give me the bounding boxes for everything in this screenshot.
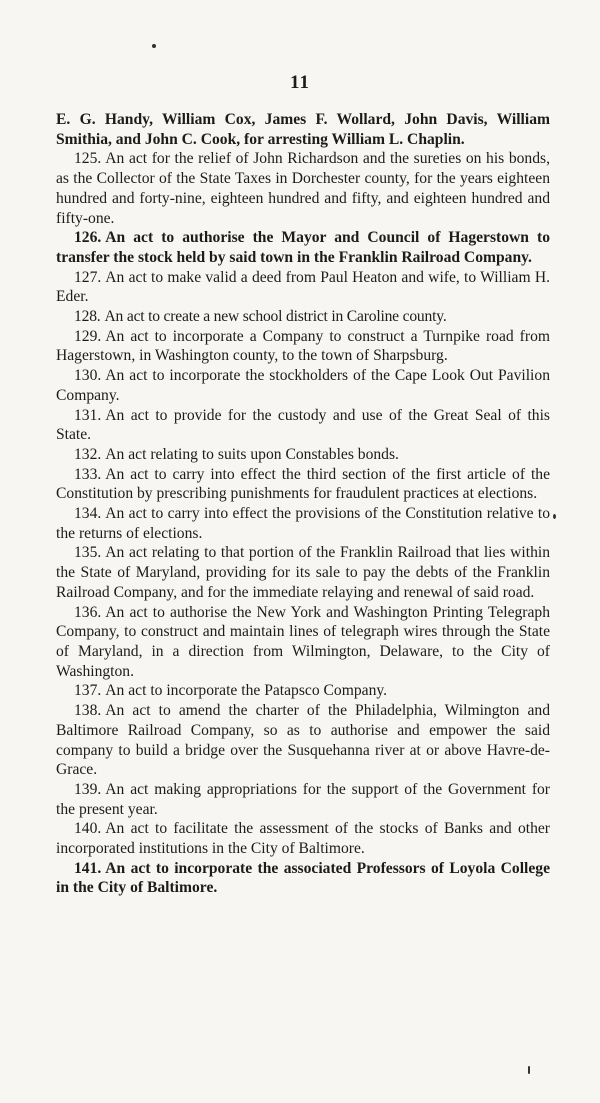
continued-paragraph (56, 110, 550, 149)
act-item-133 (56, 465, 550, 504)
act-text: An act to incorporate the Patapsco Company. (105, 682, 388, 700)
act-text: An act to carry into effect the third section of the first article of the Constitution by prescribing punishments for fraudulent practices at elections. (56, 465, 550, 503)
act-text: An act to incorporate the stockholders of the Cape Look Out Pavilion Company. (56, 367, 550, 404)
act-text: An act relating to suits upon Constables bonds. (105, 445, 399, 463)
act-item-128 (56, 307, 550, 327)
act-text: An act for the relief of John Richardson and the sureties on his bonds, as the Collector of the State Taxes in Dorchester county, for the years eighteen hundred and forty-nine, eighteen hundred and fifty, and eighteen hundred and fifty-one. (56, 150, 550, 227)
act-text: An act to authorise the Mayor and Council of Hagerstown to transfer the stock held by said town in the Franklin Railroad Company. (56, 229, 550, 266)
act-item-130 (56, 366, 550, 405)
act-text: An act making appropriations for the support of the Government for the present year. (56, 780, 550, 818)
page-number: 11 (290, 72, 310, 93)
act-text: An act to carry into effect the provisions of the Constitution relative to the returns of elections. (56, 505, 550, 542)
act-item-136 (56, 603, 550, 682)
act-item-125 (56, 149, 550, 228)
act-number: 135. (74, 544, 102, 562)
act-item-140 (56, 819, 550, 858)
ink-speck (152, 44, 156, 48)
act-item-134 (56, 504, 550, 543)
act-number: 136. (74, 603, 102, 621)
act-text: An act to authorise the New York and Washington Printing Telegraph Company, to construct and maintain lines of telegraph wires through the State of Maryland, in a direction from Wilmington, Delaware, to the City of Washington. (56, 603, 550, 680)
act-text: An act to facilitate the assessment of the stocks of Banks and other incorporated institutions in the City of Baltimore. (56, 820, 550, 858)
act-number: 140. (74, 820, 102, 838)
act-number: 139. (74, 780, 102, 798)
act-item-137 (56, 681, 550, 701)
acts-list (56, 110, 550, 898)
ink-speck (528, 1066, 530, 1074)
act-number: 126. (74, 229, 102, 247)
act-number: 134. (74, 505, 102, 523)
act-number: 137. (74, 682, 102, 700)
act-text: An act to incorporate the associated Professors of Loyola College in the City of Baltimore. (56, 859, 550, 897)
act-text: An act to amend the charter of the Philadelphia, Wilmington and Baltimore Railroad Company, so as to authorise and empower the said company to build a bridge over the Susquehanna river at or above Havre-de-Grace. (56, 702, 550, 779)
act-number: 129. (74, 327, 102, 345)
act-number: 125. (74, 150, 102, 168)
act-item-129 (56, 327, 550, 366)
act-text: An act to create a new school district in Caroline county. (104, 308, 447, 326)
act-item-132 (56, 445, 550, 465)
act-number: 141. (74, 859, 102, 877)
act-item-139 (56, 780, 550, 819)
act-text: An act to make valid a deed from Paul Heaton and wife, to William H. Eder. (56, 268, 550, 306)
paragraph-text: E. G. Handy, William Cox, James F. Wollard, John Davis, William Smithia, and John C. Cook, for arresting William L. Chaplin. (56, 111, 550, 148)
act-item-135 (56, 543, 550, 602)
act-text: An act to provide for the custody and use of the Great Seal of this State. (56, 406, 550, 444)
act-number: 127. (74, 268, 102, 286)
act-item-131 (56, 406, 550, 445)
ink-speck (553, 514, 556, 519)
act-number: 131. (74, 406, 102, 424)
act-number: 130. (74, 367, 102, 385)
act-number: 138. (74, 702, 102, 720)
act-number: 133. (74, 465, 102, 483)
act-text: An act relating to that portion of the Franklin Railroad that lies within the State of Maryland, providing for its sale to pay the debts of the Franklin Railroad Company, and for the immediate relaying and renewal of said road. (56, 544, 550, 601)
act-item-127 (56, 268, 550, 307)
act-item-141 (56, 859, 550, 898)
act-item-126 (56, 228, 550, 267)
act-item-138 (56, 701, 550, 780)
act-number: 132. (74, 445, 102, 463)
act-number: 128. (74, 308, 101, 326)
act-text: An act to incorporate a Company to construct a Turnpike road from Hagerstown, in Washington county, to the town of Sharpsburg. (56, 327, 550, 365)
